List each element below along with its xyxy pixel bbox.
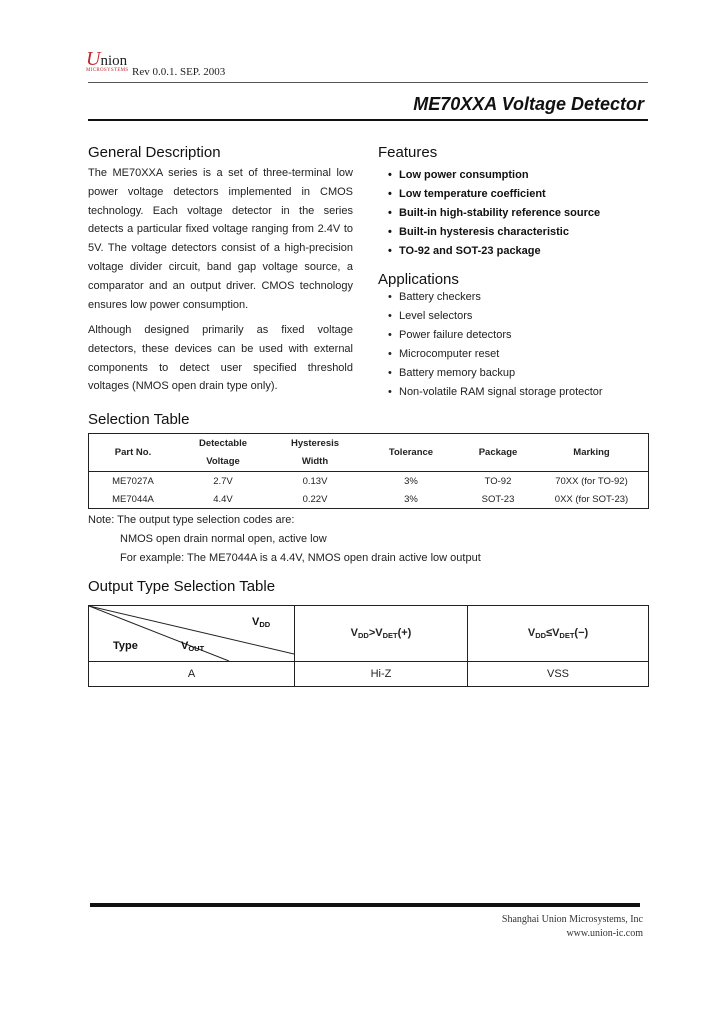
cell-type: A <box>89 661 295 686</box>
cell-voltage: 4.4V <box>213 493 233 505</box>
features-section <box>378 144 437 161</box>
cell-marking: 70XX (for TO-92) <box>555 475 628 487</box>
title-divider <box>88 119 648 121</box>
selection-table-heading: Selection Table <box>88 411 190 428</box>
logo-tagline: MICROSYSTEMS <box>86 68 129 73</box>
selection-notes <box>88 511 648 568</box>
col-header-marking: Marking <box>535 434 649 472</box>
general-description-para-1: The ME70XXA series is a set of three-terminal low power voltage detectors implemented in CMOS technology. Each voltage detector in the series detects a particular fixed voltage ranging from 2.4V to 5V. The voltage detectors consist of a high-precision voltage divider circuit, band gap voltage source, a comparator and an output driver. CMOS technology ensures low power consumption. <box>88 167 353 311</box>
cell-package: SOT-23 <box>481 493 515 505</box>
footer-divider <box>90 903 640 907</box>
col-header-tolerance: Tolerance <box>361 434 461 472</box>
corner-vdd-label: $V_{DD}$ <box>252 616 271 629</box>
selection-table <box>88 433 649 509</box>
application-item: • Power failure detectors <box>388 326 648 345</box>
col-header-vdd-below-vdet: $V_{DD}\le V_{DET}(-)$ <box>468 606 649 662</box>
cell-tolerance: 3% <box>404 475 418 487</box>
feature-item: • Built-in hysteresis characteristic <box>388 223 648 242</box>
feature-item: • TO-92 and SOT-23 package <box>388 242 648 261</box>
feature-item: • Built-in high-stability reference source <box>388 204 648 223</box>
col-header-detectable-voltage: Detectable Voltage <box>177 434 269 472</box>
feature-item: • Low temperature coefficient <box>388 185 648 204</box>
general-description-para-2: Although designed primarily as fixed voltage detectors, these devices can be used with external components to detect user specified threshold voltages (NMOS open drain type only). <box>88 324 353 393</box>
features-heading: Features <box>378 144 438 161</box>
revision-label: Rev 0.0.1. SEP. 2003 <box>132 66 226 78</box>
output-type-table <box>88 605 649 687</box>
col-header-package: Package <box>461 434 535 472</box>
col-header-hysteresis-width: Hysteresis Width <box>269 434 361 472</box>
selection-table-header-row <box>89 434 649 472</box>
logo-wordmark: Union <box>86 48 128 70</box>
cell-package: TO-92 <box>484 475 512 487</box>
general-description-section <box>88 144 221 161</box>
application-item: • Battery checkers <box>388 288 648 307</box>
applications-heading: Applications <box>378 271 459 288</box>
application-item: • Non-volatile RAM signal storage protector <box>388 383 648 402</box>
cell-hysteresis: 0.13V <box>302 475 328 487</box>
output-table-section <box>88 578 275 595</box>
note-line: For example: The ME7044A is a 4.4V, NMOS open drain active low output <box>120 552 481 564</box>
note-line: Note: The output type selection codes are: <box>88 514 295 526</box>
cell-low-output: VSS <box>468 661 649 686</box>
corner-type-label: Type <box>113 640 138 652</box>
applications-section <box>378 271 459 288</box>
footer-company: Shanghai Union Microsystems, Inc <box>501 914 643 925</box>
features-list <box>388 166 648 261</box>
cell-part: ME7027A <box>112 475 154 487</box>
corner-header-cell <box>89 606 295 662</box>
cell-high-output: Hi-Z <box>295 661 468 686</box>
col-header-vdd-above-vdet: $V_{DD}>V_{DET}(+)$ <box>295 606 468 662</box>
cell-marking: 0XX (for SOT-23) <box>554 493 629 505</box>
corner-vout-label: $V_{OUT}$ <box>181 640 205 653</box>
note-line: NMOS open drain normal open, active low <box>120 533 327 545</box>
cell-voltage: 2.7V <box>213 475 233 487</box>
header-divider <box>88 82 648 83</box>
footer-website: www.union-ic.com <box>566 928 643 939</box>
col-header-part-no: Part No. <box>89 434 178 472</box>
table-row <box>89 490 649 509</box>
cell-hysteresis: 0.22V <box>302 493 328 505</box>
cell-part: ME7044A <box>112 493 154 505</box>
output-table-heading: Output Type Selection Table <box>88 578 276 595</box>
application-item: • Microcomputer reset <box>388 345 648 364</box>
output-table-header-row <box>89 606 649 662</box>
general-description-heading: General Description <box>88 144 221 161</box>
table-row <box>89 472 649 491</box>
applications-list <box>388 288 648 402</box>
cell-tolerance: 3% <box>404 493 418 505</box>
application-item: • Level selectors <box>388 307 648 326</box>
table-row <box>89 661 649 686</box>
selection-table-section <box>88 411 189 428</box>
application-item: • Battery memory backup <box>388 364 648 383</box>
document-title: ME70XXA Voltage Detector <box>413 94 644 114</box>
feature-item: • Low power consumption <box>388 166 648 185</box>
